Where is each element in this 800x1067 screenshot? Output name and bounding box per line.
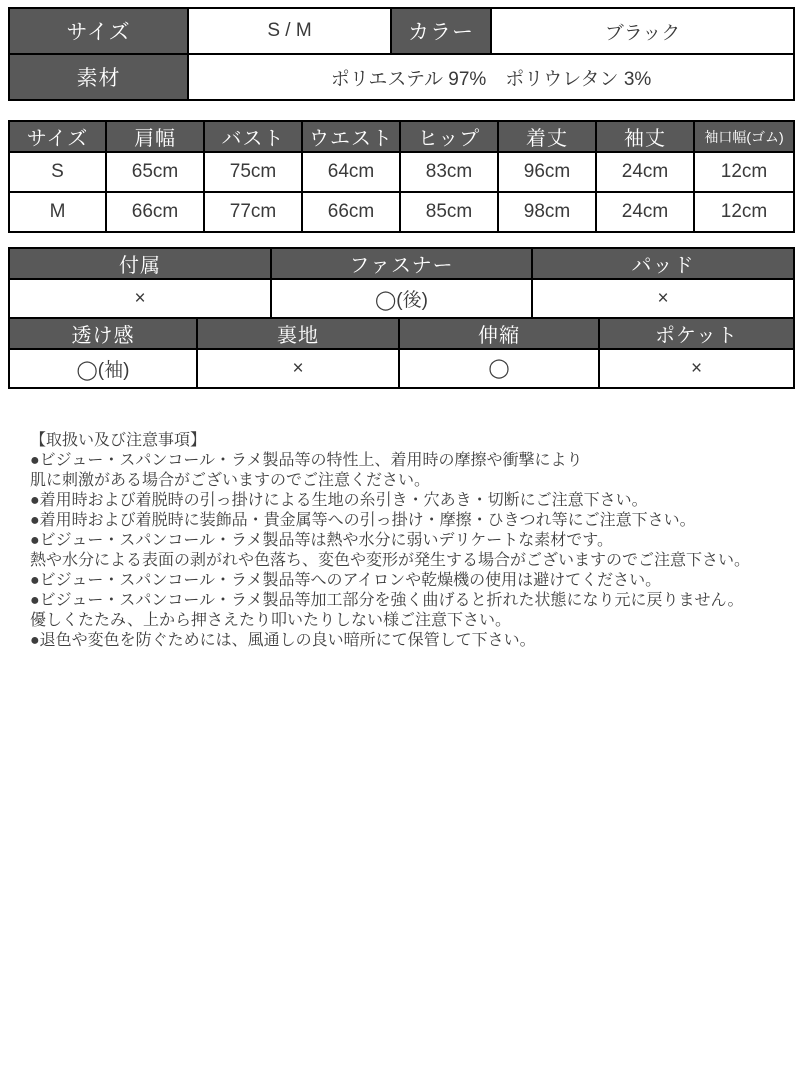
care-note-line: ●着用時および着脱時に装飾品・貴金属等への引っ掛け・摩擦・ひきつれ等にご注意下さい。 xyxy=(30,512,696,529)
material-value-cell: ポリエステル 97% ポリウレタン 3% xyxy=(188,54,794,100)
features-table-bottom xyxy=(8,317,795,389)
pocket-header-cell: ポケット xyxy=(599,318,794,349)
size-header-cell: サイズ xyxy=(9,8,188,54)
care-note-line: ●退色や変色を防ぐためには、風通しの良い暗所にて保管して下さい。 xyxy=(30,632,536,649)
measure-cell: 75cm xyxy=(204,152,302,192)
spec-row-material xyxy=(9,54,794,100)
measure-cell: 65cm xyxy=(106,152,204,192)
measure-cell: 12cm xyxy=(694,152,794,192)
measure-cell: 24cm xyxy=(596,192,694,232)
measure-header-hip: ヒップ xyxy=(400,121,498,152)
measure-header-size: サイズ xyxy=(9,121,106,152)
measurements-table xyxy=(8,120,795,233)
spec-row-size-color xyxy=(9,8,794,54)
measure-cell: 24cm xyxy=(596,152,694,192)
lining-value-cell: × xyxy=(197,349,399,388)
measure-cell: 83cm xyxy=(400,152,498,192)
fastener-value-cell: ◯(後) xyxy=(271,279,532,318)
care-note-line: ●ビジュー・スパンコール・ラメ製品等へのアイロンや乾燥機の使用は避けてください。 xyxy=(30,572,662,589)
pocket-value-cell: × xyxy=(599,349,794,388)
measure-cell: 96cm xyxy=(498,152,596,192)
pad-value-cell: × xyxy=(532,279,794,318)
care-note-line: ●ビジュー・スパンコール・ラメ製品等の特性上、着用時の摩擦や衝撃により xyxy=(30,452,583,469)
care-notes-title: 【取扱い及び注意事項】 xyxy=(30,432,207,449)
sheerness-header-cell: 透け感 xyxy=(9,318,197,349)
care-note-line: 熱や水分による表面の剥がれや色落ち、変色や変形が発生する場合がございますのでご注意下さい。 xyxy=(30,552,751,569)
measure-cell: S xyxy=(9,152,106,192)
measurements-row-m xyxy=(9,192,794,232)
care-note-line: ●ビジュー・スパンコール・ラメ製品等は熱や水分に弱いデリケートな素材です。 xyxy=(30,532,613,549)
measure-header-length: 着丈 xyxy=(498,121,596,152)
measurements-header-row xyxy=(9,121,794,152)
material-header-cell: 素材 xyxy=(9,54,188,100)
measure-cell: 64cm xyxy=(302,152,400,192)
measure-header-sleeve: 袖丈 xyxy=(596,121,694,152)
measure-cell: 66cm xyxy=(302,192,400,232)
care-notes xyxy=(8,431,793,651)
care-note-line: ●着用時および着脱時の引っ掛けによる生地の糸引き・穴あき・切断にご注意下さい。 xyxy=(30,492,648,509)
care-note-line: 肌に刺激がある場合がございますのでご注意ください。 xyxy=(30,472,431,489)
measurements-row-s xyxy=(9,152,794,192)
attachment-value-cell: × xyxy=(9,279,271,318)
measure-cell: 66cm xyxy=(106,192,204,232)
measure-cell: 77cm xyxy=(204,192,302,232)
features-bottom-value-row xyxy=(9,349,794,388)
sheerness-value-cell: ◯(袖) xyxy=(9,349,197,388)
color-header-cell: カラー xyxy=(391,8,491,54)
care-note-line: ●ビジュー・スパンコール・ラメ製品等加工部分を強く曲げると折れた状態になり元に戻りません。 xyxy=(30,592,744,609)
measure-header-shoulder: 肩幅 xyxy=(106,121,204,152)
measure-cell: 98cm xyxy=(498,192,596,232)
lining-header-cell: 裏地 xyxy=(197,318,399,349)
measure-header-waist: ウエスト xyxy=(302,121,400,152)
pad-header-cell: パッド xyxy=(532,248,794,279)
measure-header-cuff: 袖口幅(ゴム) xyxy=(694,121,794,152)
features-top-value-row xyxy=(9,279,794,318)
size-value-cell: S / M xyxy=(188,8,391,54)
measure-cell: 12cm xyxy=(694,192,794,232)
features-bottom-header-row xyxy=(9,318,794,349)
attachment-header-cell: 付属 xyxy=(9,248,271,279)
stretch-header-cell: 伸縮 xyxy=(399,318,599,349)
measure-header-bust: バスト xyxy=(204,121,302,152)
features-top-header-row xyxy=(9,248,794,279)
care-note-line: 優しくたたみ、上から押さえたり叩いたりしない様ご注意下さい。 xyxy=(30,612,511,629)
color-value-cell: ブラック xyxy=(491,8,794,54)
measure-cell: 85cm xyxy=(400,192,498,232)
fastener-header-cell: ファスナー xyxy=(271,248,532,279)
features-table-top xyxy=(8,247,795,319)
stretch-value-cell: ◯ xyxy=(399,349,599,388)
product-spec-sheet xyxy=(8,0,793,651)
measure-cell: M xyxy=(9,192,106,232)
spec-table xyxy=(8,7,795,101)
